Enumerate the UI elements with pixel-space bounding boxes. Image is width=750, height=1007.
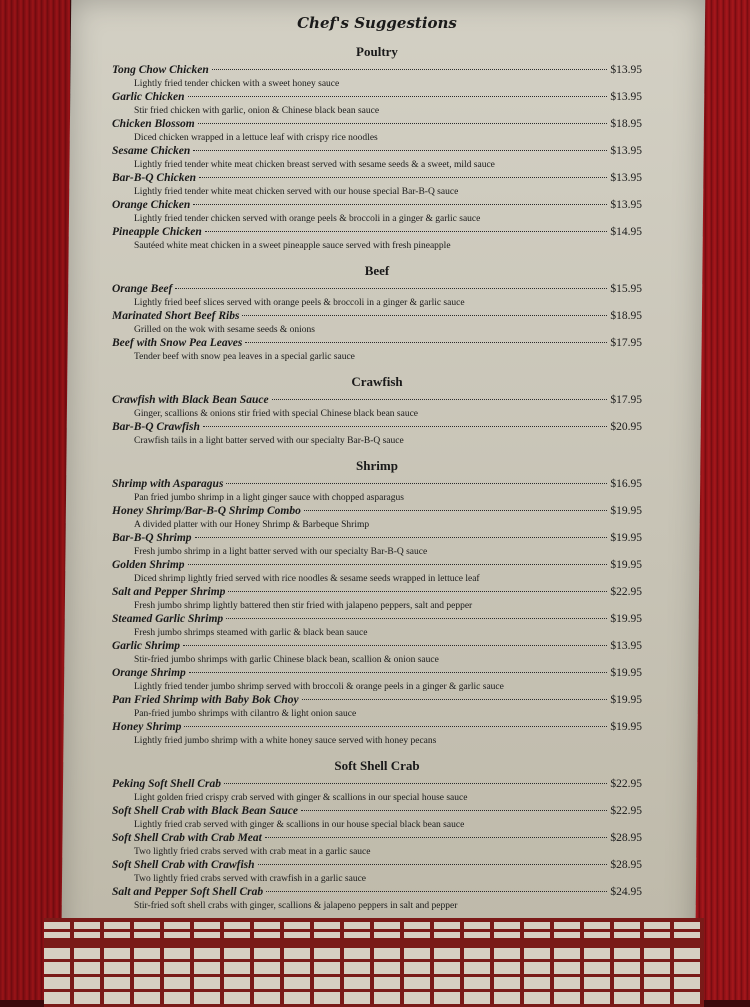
menu-item-price: $19.95	[610, 721, 642, 733]
dot-leader	[189, 672, 608, 673]
menu-item	[112, 478, 642, 505]
menu-item-line	[112, 586, 642, 600]
menu-item-price: $19.95	[610, 559, 642, 571]
menu-item-price: $18.95	[610, 118, 642, 130]
menu-item-price: $13.95	[610, 199, 642, 211]
menu-item-name: Steamed Garlic Shrimp	[112, 613, 224, 625]
dot-leader	[175, 288, 607, 289]
menu-item-line	[112, 91, 642, 105]
menu-item-price: $17.95	[610, 337, 642, 349]
menu-item-description: Diced chicken wrapped in a lettuce leaf with crispy rice noodles	[134, 133, 378, 143]
menu-item	[112, 226, 642, 253]
dot-leader	[226, 618, 607, 619]
dot-leader	[205, 231, 608, 232]
section-title-crawfish: Crawfish	[351, 374, 403, 389]
menu-item	[112, 586, 642, 613]
section-title-soft-shell-crab: Soft Shell Crab	[334, 758, 420, 773]
dot-leader	[272, 399, 608, 400]
menu-item	[112, 337, 642, 364]
menu-item-price: $19.95	[610, 667, 642, 679]
menu-cover-left	[0, 0, 70, 1000]
menu-item-line	[112, 283, 642, 297]
menu-item-description: Lightly fried tender jumbo shrimp served with broccoli & orange peels in a ginger & garlic sauce	[134, 682, 504, 692]
menu-item-line	[112, 310, 642, 324]
dot-leader	[304, 510, 608, 511]
menu-item-description: Ginger, scallions & onions stir fried with special Chinese black bean sauce	[134, 409, 419, 419]
menu-item-line	[112, 640, 642, 654]
dot-leader	[199, 177, 607, 178]
menu-item	[112, 667, 642, 694]
menu-item-price: $19.95	[610, 694, 642, 706]
menu-item-description: Pan-fried jumbo shrimps with cilantro & light onion sauce	[134, 709, 357, 719]
menu-item-description: Lightly fried tender chicken served with orange peels & broccoli in a ginger & garlic sauce	[134, 214, 481, 224]
menu-item-name: Bar-B-Q Shrimp	[112, 532, 192, 544]
menu-item-name: Garlic Chicken	[112, 91, 185, 103]
menu-item-line	[112, 505, 642, 519]
menu-item	[112, 91, 642, 118]
menu-item	[112, 721, 642, 748]
dot-leader	[266, 891, 607, 892]
menu-item-name: Orange Beef	[112, 283, 173, 295]
menu-item-line	[112, 394, 642, 408]
menu-item-price: $19.95	[610, 613, 642, 625]
menu-sections	[112, 44, 642, 913]
menu-item-description: Tender beef with snow pea leaves in a special garlic sauce	[134, 352, 355, 362]
menu-item-description: Fresh jumbo shrimp lightly battered then stir fried with jalapeno peppers, salt and pepper	[134, 601, 473, 611]
menu-item-price: $19.95	[610, 505, 642, 517]
dot-leader	[226, 483, 607, 484]
menu-item-description: Stir-fried jumbo shrimps with garlic Chinese black bean, scallion & onion sauce	[134, 655, 439, 665]
menu-item-price: $16.95	[610, 478, 642, 490]
dot-leader	[242, 315, 607, 316]
menu-item	[112, 613, 642, 640]
section-title-poultry: Poultry	[356, 44, 398, 59]
dot-leader	[203, 426, 608, 427]
menu-item-name: Beef with Snow Pea Leaves	[112, 337, 243, 349]
menu-item-name: Tong Chow Chicken	[112, 64, 209, 76]
menu-item-price: $13.95	[610, 91, 642, 103]
menu-item-price: $22.95	[610, 586, 642, 598]
dot-leader	[193, 204, 607, 205]
menu-item-name: Salt and Pepper Soft Shell Crab	[112, 886, 264, 898]
menu-item-name: Bar-B-Q Crawfish	[112, 421, 200, 433]
section-title-beef: Beef	[364, 263, 390, 278]
menu-item	[112, 421, 642, 448]
menu-item-price: $13.95	[610, 64, 642, 76]
decorative-band	[44, 938, 704, 948]
menu-item	[112, 310, 642, 337]
menu-item	[112, 145, 642, 172]
menu-item-name: Marinated Short Beef Ribs	[112, 310, 240, 322]
dot-leader	[302, 699, 608, 700]
menu-item-line	[112, 886, 642, 900]
menu-item-name: Salt and Pepper Shrimp	[112, 586, 226, 598]
menu-item	[112, 886, 642, 913]
menu-item	[112, 172, 642, 199]
menu-item-line	[112, 172, 642, 186]
dot-leader	[212, 69, 608, 70]
menu-item	[112, 805, 642, 832]
menu-item-price: $13.95	[610, 640, 642, 652]
dot-leader	[195, 537, 608, 538]
menu-item	[112, 199, 642, 226]
page-title: Chef's Suggestions	[297, 14, 457, 32]
menu-item-line	[112, 145, 642, 159]
menu-item-description: Lightly fried tender chicken with a sweet honey sauce	[134, 79, 340, 89]
menu-content	[112, 10, 642, 913]
menu-item-line	[112, 721, 642, 735]
menu-item-name: Golden Shrimp	[112, 559, 185, 571]
dot-leader	[193, 150, 607, 151]
menu-item-description: Lightly fried beef slices served with orange peels & broccoli in a ginger & garlic sauce	[134, 298, 465, 308]
menu-item	[112, 778, 642, 805]
menu-item-line	[112, 559, 642, 573]
menu-item-description: Crawfish tails in a light batter served with our specialty Bar-B-Q sauce	[134, 436, 404, 446]
menu-item-name: Shrimp with Asparagus	[112, 478, 224, 490]
menu-item-line	[112, 337, 642, 351]
menu-item-line	[112, 532, 642, 546]
menu-item-description: Fresh jumbo shrimp in a light batter served with our specialty Bar-B-Q sauce	[134, 547, 428, 557]
menu-item-name: Honey Shrimp/Bar-B-Q Shrimp Combo	[112, 505, 301, 517]
section-title-shrimp: Shrimp	[356, 458, 398, 473]
menu-item-line	[112, 694, 642, 708]
menu-item-line	[112, 64, 642, 78]
menu-item-price: $22.95	[610, 778, 642, 790]
menu-item-price: $13.95	[610, 172, 642, 184]
dot-leader	[183, 645, 607, 646]
menu-item-line	[112, 226, 642, 240]
menu-item	[112, 505, 642, 532]
menu-item-description: Two lightly fried crabs served with crab meat in a garlic sauce	[134, 847, 371, 857]
menu-item-description: Sautéed white meat chicken in a sweet pineapple sauce served with fresh pineapple	[134, 241, 451, 251]
menu-item-name: Sesame Chicken	[112, 145, 191, 157]
menu-item-description: A divided platter with our Honey Shrimp & Barbeque Shrimp	[134, 520, 370, 530]
menu-item-price: $28.95	[610, 859, 642, 871]
menu-item-price: $19.95	[610, 532, 642, 544]
menu-item-price: $22.95	[610, 805, 642, 817]
dot-leader	[188, 564, 608, 565]
menu-item-name: Peking Soft Shell Crab	[112, 778, 221, 790]
menu-item-name: Honey Shrimp	[112, 721, 182, 733]
menu-item-description: Lightly fried jumbo shrimp with a white honey sauce served with honey pecans	[134, 736, 437, 746]
dot-leader	[228, 591, 607, 592]
dot-leader	[224, 783, 607, 784]
menu-item-description: Pan fried jumbo shrimp in a light ginger sauce with chopped asparagus	[134, 493, 404, 503]
dot-leader	[258, 864, 608, 865]
menu-item-description: Stir-fried soft shell crabs with ginger, scallions & jalapeno peppers in salt and pepper	[134, 901, 458, 911]
menu-item-name: Crawfish with Black Bean Sauce	[112, 394, 269, 406]
dot-leader	[184, 726, 607, 727]
menu-item-price: $24.95	[610, 886, 642, 898]
menu-item-name: Orange Shrimp	[112, 667, 186, 679]
menu-item	[112, 859, 642, 886]
menu-item-price: $14.95	[610, 226, 642, 238]
menu-item-name: Bar-B-Q Chicken	[112, 172, 197, 184]
menu-item-description: Lightly fried tender white meat chicken breast served with sesame seeds & a sweet, mild sauce	[134, 160, 495, 170]
menu-item-name: Chicken Blossom	[112, 118, 195, 130]
menu-item	[112, 118, 642, 145]
menu-item-description: Lightly fried crab served with ginger & scallions in our house special black bean sauce	[134, 820, 465, 830]
menu-item-name: Pineapple Chicken	[112, 226, 202, 238]
menu-item-line	[112, 667, 642, 681]
decorative-border	[44, 918, 704, 1007]
menu-item-description: Two lightly fried crabs served with crawfish in a garlic sauce	[134, 874, 367, 884]
menu-item	[112, 532, 642, 559]
menu-item	[112, 283, 642, 310]
menu-item-name: Soft Shell Crab with Crawfish	[112, 859, 255, 871]
menu-item-line	[112, 199, 642, 213]
menu-item-line	[112, 118, 642, 132]
menu-item-description: Light golden fried crispy crab served with ginger & scallions in our special house sauce	[134, 793, 468, 803]
menu-item	[112, 832, 642, 859]
menu-item-line	[112, 805, 642, 819]
menu-item-name: Soft Shell Crab with Crab Meat	[112, 832, 262, 844]
menu-item-name: Soft Shell Crab with Black Bean Sauce	[112, 805, 298, 817]
menu-item-description: Stir fried chicken with garlic, onion & Chinese black bean sauce	[134, 106, 380, 116]
menu-item	[112, 64, 642, 91]
menu-item-price: $18.95	[610, 310, 642, 322]
dot-leader	[188, 96, 608, 97]
menu-item-description: Diced shrimp lightly fried served with rice noodles & sesame seeds wrapped in lettuce leaf	[134, 574, 480, 584]
menu-item-line	[112, 859, 642, 873]
menu-item-price: $17.95	[610, 394, 642, 406]
dot-leader	[198, 123, 608, 124]
menu-item-description: Fresh jumbo shrimps steamed with garlic & black bean sauce	[134, 628, 368, 638]
menu-item-name: Pan Fried Shrimp with Baby Bok Choy	[112, 694, 299, 706]
menu-item-line	[112, 421, 642, 435]
menu-item-price: $15.95	[610, 283, 642, 295]
menu-item-description: Grilled on the wok with sesame seeds & onions	[134, 325, 316, 335]
dot-leader	[265, 837, 608, 838]
menu-item	[112, 640, 642, 667]
menu-item-line	[112, 832, 642, 846]
menu-item-description: Lightly fried tender white meat chicken served with our house special Bar-B-Q sauce	[134, 187, 459, 197]
menu-item-price: $28.95	[610, 832, 642, 844]
dot-leader	[245, 342, 607, 343]
menu-item-line	[112, 778, 642, 792]
menu-item-name: Garlic Shrimp	[112, 640, 181, 652]
menu-item-line	[112, 478, 642, 492]
menu-item	[112, 394, 642, 421]
dot-leader	[301, 810, 607, 811]
menu-item	[112, 694, 642, 721]
menu-item-name: Orange Chicken	[112, 199, 191, 211]
menu-item	[112, 559, 642, 586]
menu-item-price: $13.95	[610, 145, 642, 157]
menu-item-price: $20.95	[610, 421, 642, 433]
menu-item-line	[112, 613, 642, 627]
